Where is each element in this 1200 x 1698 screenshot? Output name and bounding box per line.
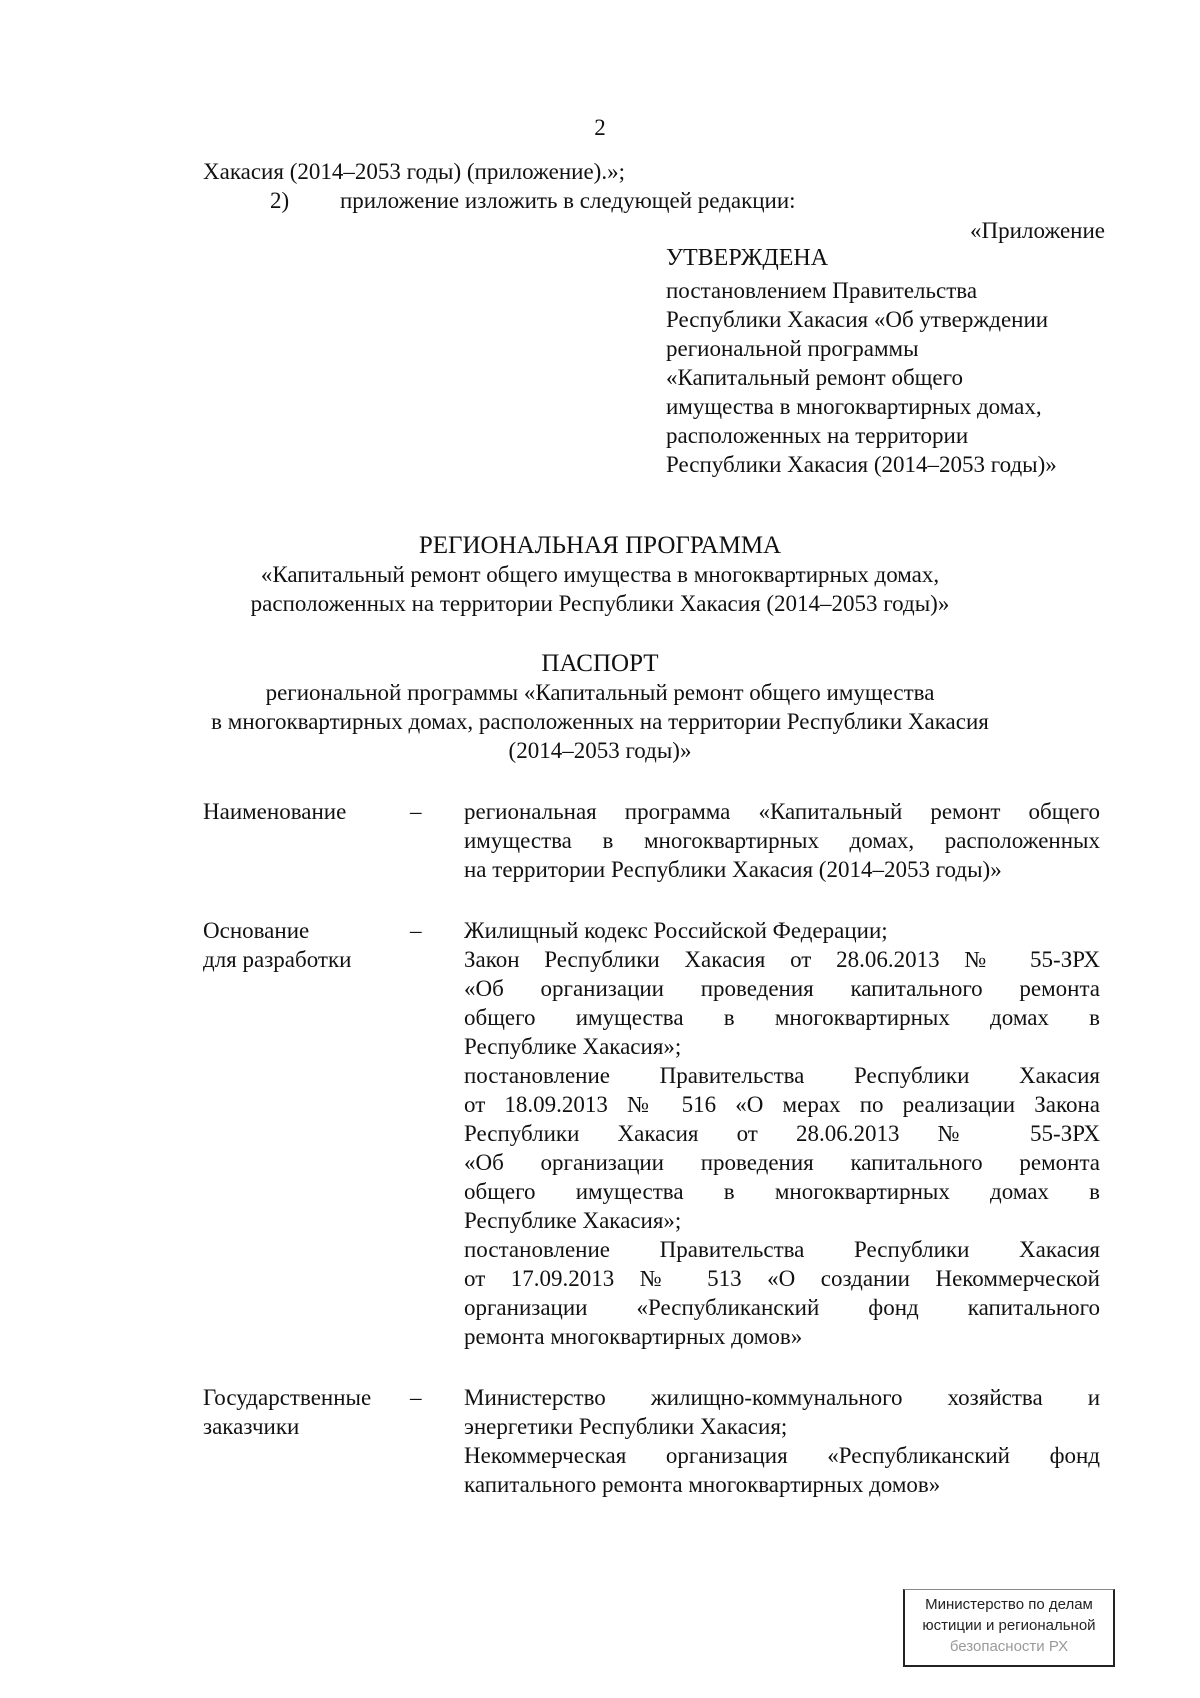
program-subtitle-line: расположенных на территории Республики Хакасия (2014–2053 годы)» — [250, 591, 950, 616]
passport-heading: ПАСПОРТ — [541, 650, 659, 677]
row-value-line: Министерство жилищно-коммунального хозяйства и — [464, 1385, 1100, 1410]
row-value — [464, 916, 1100, 1351]
row-value — [464, 797, 1100, 884]
row-label-line: Основание — [203, 918, 310, 943]
row-value-line: Республики Хакасия от 28.06.2013 № 55-ЗРХ — [464, 1121, 1100, 1146]
program-subtitle — [0, 560, 1200, 618]
row-label — [203, 916, 413, 974]
approval-line: Республики Хакасия (2014–2053 годы)» — [666, 452, 1057, 477]
approval-line: региональной программы — [666, 336, 919, 361]
passport-subtitle-line: региональной программы «Капитальный ремонт общего имущества — [265, 680, 935, 705]
intro-continuation-line: Хакасия (2014–2053 годы) (приложение).»; — [203, 159, 625, 184]
row-value-line: от 17.09.2013 № 513 «О создании Некоммерческой — [464, 1266, 1100, 1291]
approval-line: расположенных на территории — [666, 423, 969, 448]
row-value-line: ремонта многоквартирных домов» — [464, 1324, 803, 1349]
row-value-line: Жилищный кодекс Российской Федерации; — [464, 918, 888, 943]
program-heading: РЕГИОНАЛЬНАЯ ПРОГРАММА — [418, 532, 782, 559]
row-value-line: постановление Правительства Республики Хакасия — [464, 1237, 1100, 1262]
appendix-header: «Приложение — [970, 218, 1105, 243]
row-dash: – — [410, 918, 422, 943]
row-label-line: для разработки — [203, 947, 352, 972]
row-label — [203, 797, 413, 826]
row-label-line: заказчики — [203, 1414, 300, 1439]
approval-block — [666, 243, 1057, 479]
approved-label: УТВЕРЖДЕНА — [666, 245, 829, 271]
stamp-line: юстиции и региональной — [922, 1617, 1096, 1634]
row-value-line: Некоммерческая организация «Республиканский фонд — [464, 1443, 1100, 1468]
row-label — [203, 1383, 413, 1441]
approval-line: «Капитальный ремонт общего — [666, 365, 963, 390]
passport-subtitle — [0, 678, 1200, 765]
row-label-line: Государственные — [203, 1385, 372, 1410]
row-value-line: общего имущества в многоквартирных домах в — [464, 1005, 1100, 1030]
intro-item-text: приложение изложить в следующей редакции: — [340, 188, 796, 213]
row-dash: – — [410, 799, 422, 824]
row-value — [464, 1383, 1100, 1499]
approval-line: имущества в многоквартирных домах, — [666, 394, 1042, 419]
row-value-line: Закон Республики Хакасия от 28.06.2013 № 55-ЗРХ — [464, 947, 1100, 972]
passport-subtitle-line: (2014–2053 годы)» — [508, 738, 692, 763]
row-value-line: региональная программа «Капитальный ремонт общего — [464, 799, 1100, 824]
row-value-line: капитального ремонта многоквартирных домов» — [464, 1472, 941, 1497]
row-value-line: Республике Хакасия»; — [464, 1208, 682, 1233]
row-value-line: постановление Правительства Республики Хакасия — [464, 1063, 1100, 1088]
stamp-line: безопасности РХ — [949, 1638, 1069, 1655]
row-value-line: от 18.09.2013 № 516 «О мерах по реализации Закона — [464, 1092, 1100, 1117]
approval-line: постановлением Правительства — [666, 278, 978, 303]
passport-subtitle-line: в многоквартирных домах, расположенных на территории Республики Хакасия — [211, 709, 989, 734]
row-value-line: «Об организации проведения капитального ремонта — [464, 1150, 1100, 1175]
row-value-line: энергетики Республики Хакасия; — [464, 1414, 788, 1439]
row-value-line: Республике Хакасия»; — [464, 1034, 682, 1059]
row-label-line: Наименование — [203, 799, 347, 824]
row-value-line: «Об организации проведения капитального ремонта — [464, 976, 1100, 1001]
row-value-line: организации «Республиканский фонд капитального — [464, 1295, 1100, 1320]
intro-item-number: 2) — [270, 188, 290, 213]
ministry-stamp — [903, 1589, 1115, 1667]
row-value-line: имущества в многоквартирных домах, расположенных — [464, 828, 1100, 853]
program-subtitle-line: «Капитальный ремонт общего имущества в многоквартирных домах, — [260, 562, 940, 587]
stamp-line: Министерство по делам — [925, 1596, 1093, 1613]
row-value-line: общего имущества в многоквартирных домах в — [464, 1179, 1100, 1204]
row-value-line: на территории Республики Хакасия (2014–2053 годы)» — [464, 857, 1002, 882]
page-number: 2 — [594, 115, 606, 140]
row-dash: – — [410, 1385, 422, 1410]
approval-line: Республики Хакасия «Об утверждении — [666, 307, 1049, 332]
